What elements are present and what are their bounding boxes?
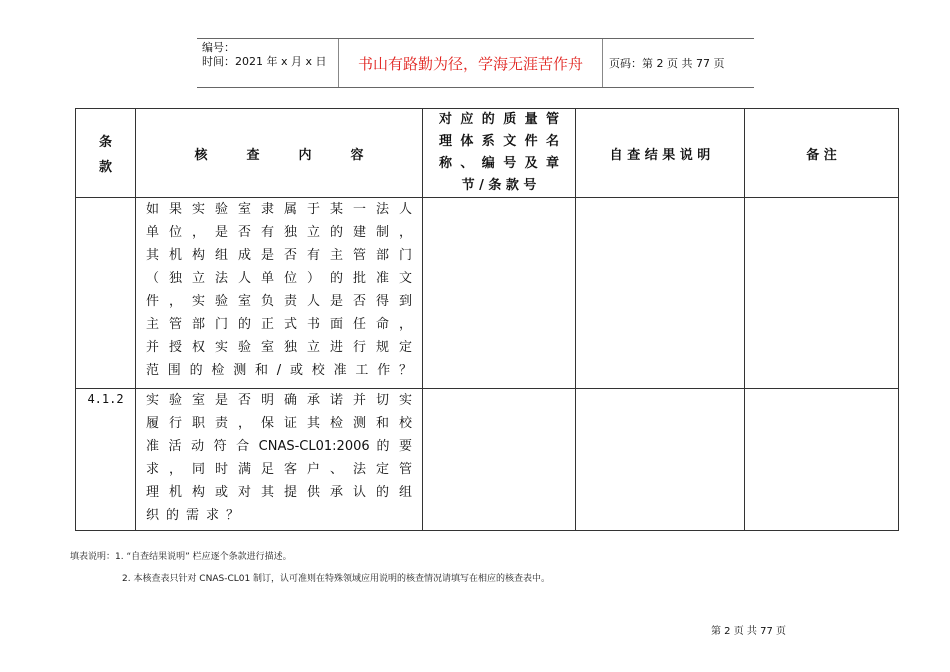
page-header (197, 38, 754, 88)
header-result: 自 查 结 果 说 明 (576, 109, 745, 198)
header-clause: 条 款 (76, 109, 136, 198)
remark-cell[interactable] (745, 198, 899, 389)
code-label: 编号： (202, 41, 235, 54)
note-2: 2. 本核查表只针对 CNAS-CL01 制订，认可准则在特殊领域应用说明的核查情况请填写在相应的核查表中。 (122, 574, 551, 584)
content-cell: 如果实验室隶属于某一法人 单位，是否有独立的建制， 其机构组成是否有主管部门 （独立法人单位）的批准文 件，实验室负责人是否得到 主管部门的正式书面任命， 并授权实验室独立进行规定 范围的检测和/或校准工作？ (136, 198, 423, 389)
header-docs: 对 应 的 质 量 管 理 体 系 文 件 名 称 、 编 号 及 章 节 / 条 款 号 (423, 109, 576, 198)
notes (70, 549, 550, 593)
header-row (76, 109, 899, 198)
note-1: 填表说明：1. “自查结果说明” 栏应逐个条款进行描述。 (70, 552, 292, 562)
docs-cell[interactable] (423, 389, 576, 531)
clause-cell (76, 198, 136, 389)
header-remark: 备 注 (745, 109, 899, 198)
result-cell[interactable] (576, 389, 745, 531)
page-label: 页码：第 2 页 共 77 页 (609, 57, 725, 70)
result-cell[interactable] (576, 198, 745, 389)
remark-cell[interactable] (745, 389, 899, 531)
motto: 书山有路勤为径，学海无涯苦作舟 (338, 39, 603, 87)
table-row (76, 389, 899, 531)
checklist-table (75, 108, 899, 531)
content-cell: 实验室是否明确承诺并切实 履行职责，保证其检测和校 准 活 动 符 合 CNAS-CL01:2006 的 要 求，同时满足客户、法定管 理机构或对其提供承认的组 织的需求？ (136, 389, 423, 531)
clause-cell: 4.1.2 (76, 389, 136, 531)
header-content: 核 查 内 容 (136, 109, 423, 198)
docs-cell[interactable] (423, 198, 576, 389)
time-label: 时间：2021 年 x 月 x 日 (202, 55, 327, 68)
page-footer: 第 2 页 共 77 页 (711, 626, 786, 637)
table-row (76, 198, 899, 389)
